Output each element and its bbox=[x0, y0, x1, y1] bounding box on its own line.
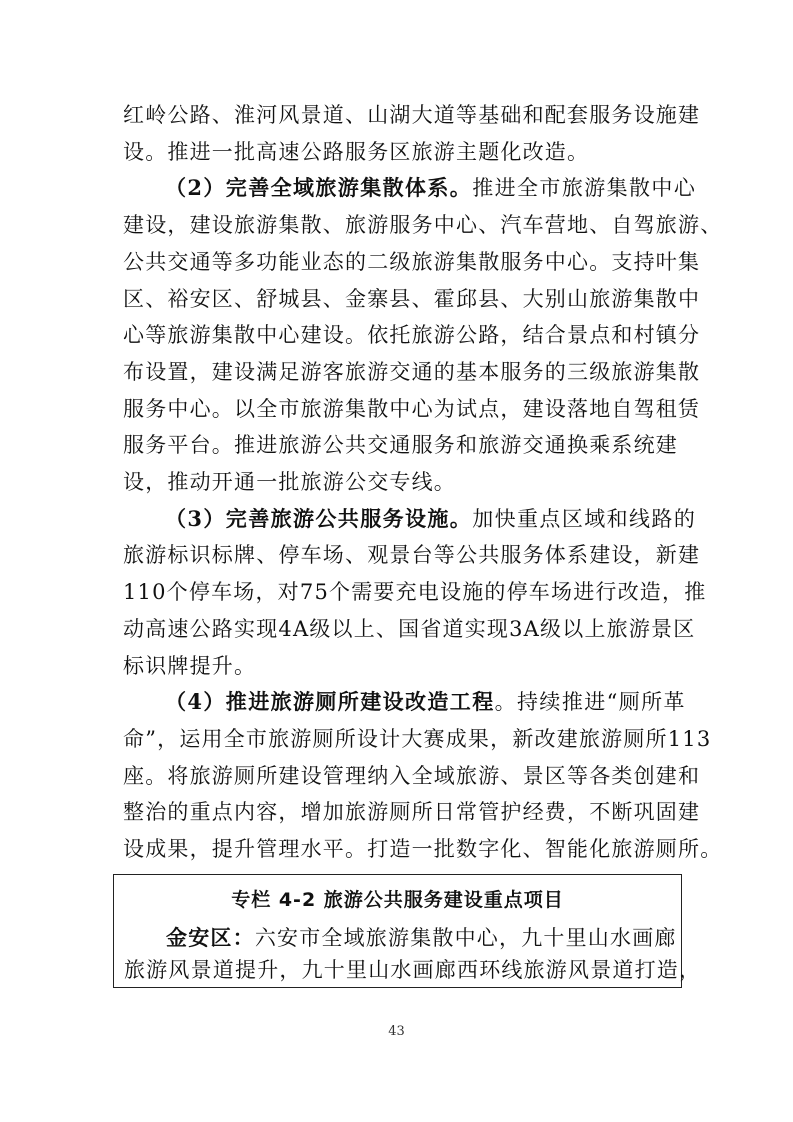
body-line: 设成果，提升管理水平。打造一批数字化、智能化旅游厕所。 bbox=[123, 837, 723, 861]
feature-box bbox=[113, 874, 702, 988]
box-lead: 六安市全域旅游集散中心，九十里山水画廊 bbox=[254, 926, 677, 950]
section-4-heading: （4）推进旅游厕所建设改造工程 bbox=[165, 689, 495, 715]
section-4-lead: 。持续推进“厕所革 bbox=[494, 690, 686, 715]
body-line: 座。将旅游厕所建设管理纳入全域旅游、景区等各类创建和 bbox=[123, 763, 701, 788]
box-title: 专栏 4-2 旅游公共服务建设重点项目 bbox=[231, 889, 564, 911]
body-line: 建设，建设旅游集散、旅游服务中心、汽车营地、自驾旅游、 bbox=[123, 213, 723, 238]
section-3-first-line bbox=[165, 504, 697, 534]
body-line: 服务中心。以全市旅游集散中心为试点，建设落地自驾租赁 bbox=[123, 396, 701, 421]
body-line: 110个停车场，对75个需要充电设施的停车场进行改造，推 bbox=[123, 580, 707, 605]
body-line: 布设置，建设满足游客旅游交通的基本服务的三级旅游集散 bbox=[123, 359, 701, 384]
box-first-line bbox=[166, 923, 677, 953]
body-line: 设，推动开通一批旅游公交专线。 bbox=[123, 470, 456, 494]
body-line: 动高速公路实现4A级以上、国省道实现3A级以上旅游景区 bbox=[123, 616, 696, 641]
page-number: 43 bbox=[388, 1024, 405, 1039]
body-line: 区、裕安区、舒城县、金寨县、霍邱县、大别山旅游集散中 bbox=[123, 286, 701, 311]
body-line: 标识牌提升。 bbox=[123, 653, 257, 678]
body-line: 旅游标识标牌、停车场、观景台等公共服务体系建设，新建 bbox=[123, 543, 701, 568]
body-line: 公共交通等多功能业态的二级旅游集散服务中心。支持叶集 bbox=[123, 249, 701, 274]
body-line: 心等旅游集散中心建设。依托旅游公路，结合景点和村镇分 bbox=[123, 323, 701, 348]
box-label: 金安区： bbox=[166, 925, 255, 950]
body-line: 命”，运用全市旅游厕所设计大赛成果，新改建旅游厕所113 bbox=[123, 726, 712, 751]
body-line: 设。推进一批高速公路服务区旅游主题化改造。 bbox=[123, 139, 590, 164]
section-4-first-line bbox=[165, 687, 686, 717]
box-line: 旅游风景道提升，九十里山水画廊西环线旅游风景道打造， bbox=[124, 958, 702, 982]
body-line: 服务平台。推进旅游公共交通服务和旅游交通换乘系统建 bbox=[123, 433, 678, 458]
section-2-lead: 推进全市旅游集散中心 bbox=[472, 176, 697, 201]
section-3-heading: （3）完善旅游公共服务设施。 bbox=[165, 505, 473, 531]
section-2-first-line bbox=[165, 173, 697, 203]
section-2-heading: （2）完善全域旅游集散体系。 bbox=[165, 175, 473, 201]
body-line: 红岭公路、淮河风景道、山湖大道等基础和配套服务设施建 bbox=[123, 103, 701, 127]
section-3-lead: 加快重点区域和线路的 bbox=[472, 506, 697, 531]
body-line: 整治的重点内容，增加旅游厕所日常管护经费，不断巩固建 bbox=[123, 800, 701, 825]
